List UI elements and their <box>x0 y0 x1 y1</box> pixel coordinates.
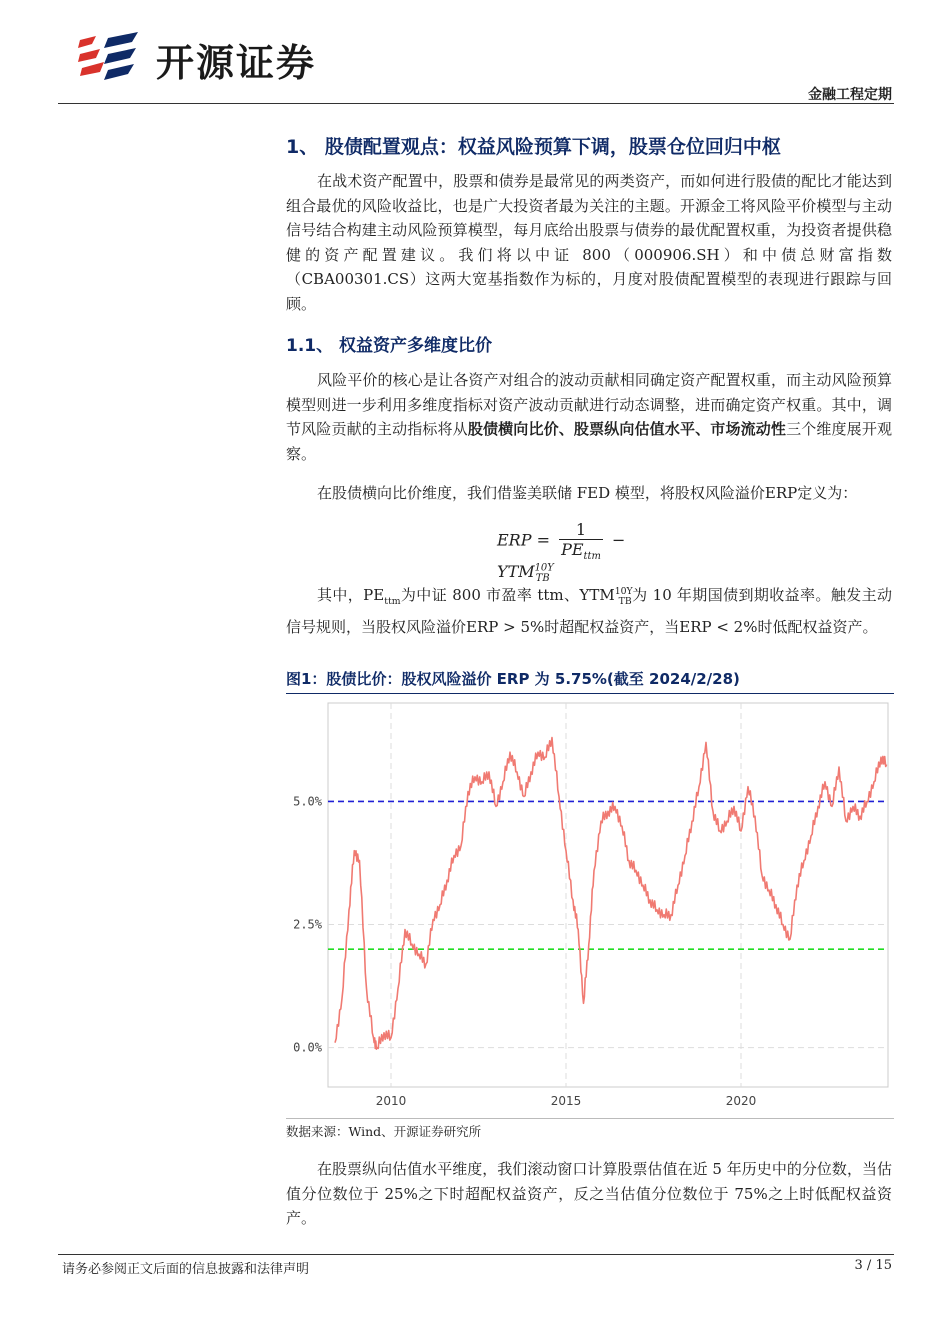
para3-b: 为中证 800 市盈率 ttm、YTM <box>400 586 615 604</box>
header-divider <box>58 103 894 104</box>
x-tick-label: 2010 <box>375 1094 407 1108</box>
section-1-paragraph: 在战术资产配置中，股票和债券是最常见的两类资产，而如何进行股债的配比才能达到组合最优的风险收益比，也是广大投资者最为关注的主题。开源金工将风险平价模型与主动信号结合构建主动风险预算模型，每月底给出股票与债券的最优配置权重，为投资者提供稳健的资产配置建议。我们将以中证 800（000906.SH）和中债总财富指数（CBA00301.CS）这两大宽基指数作为标的，月度对股债配置模型的表现进行跟踪与回顾。 <box>286 172 892 313</box>
erp-chart <box>286 697 894 1117</box>
figure-title: 图1：股债比价：股权风险溢价 ERP 为 5.75%(截至 2024/2/28) <box>286 670 740 688</box>
footer-disclaimer: 请务必参阅正文后面的信息披露和法律声明 <box>62 1262 310 1277</box>
formula-lhs: ERP = <box>497 530 550 550</box>
y-tick-label: 0.0% <box>293 1040 322 1055</box>
source-divider <box>286 1118 894 1119</box>
section-1-1-paragraph-3 <box>286 580 892 639</box>
company-name: 开源证券 <box>156 41 317 85</box>
x-tick-label: 2020 <box>725 1094 757 1108</box>
figure-title-divider <box>286 693 894 694</box>
figure-source: 数据来源：Wind、开源证券研究所 <box>286 1124 482 1139</box>
para1-text: 风险平价的核心是让各资产对组合的波动贡献相同确定资产配置权重，而主动风险预算模型则进一步利用多维度指标对资产波动贡献进行动态调整，进而确定资产权重。其中，调节风险贡献的主动指标将从 <box>286 371 892 438</box>
erp-formula <box>497 520 683 584</box>
para1-bold-text: 股债横向比价、股票纵向估值水平、市场流动性 <box>467 420 787 438</box>
section-1-1-heading: 1.1、 权益资产多维度比价 <box>286 336 493 356</box>
x-tick-label: 2015 <box>550 1094 582 1108</box>
report-type: 金融工程定期 <box>808 87 892 103</box>
formula-ytm: − YTM <box>497 530 626 582</box>
y-tick-label: 2.5% <box>293 917 322 932</box>
company-logo <box>78 28 368 84</box>
formula-ytm-sup: 10Y <box>534 562 554 574</box>
para3-sup2: 10Y <box>614 586 633 597</box>
para3-sub2: TB <box>618 596 632 607</box>
section-1-1-paragraph-2: 在股债横向比价维度，我们借鉴美联储 FED 模型，将股权风险溢价ERP定义为： <box>317 484 858 502</box>
section-1-1-paragraph-1 <box>286 368 892 466</box>
footer-divider <box>58 1254 894 1255</box>
page-number: 3 / 15 <box>854 1258 892 1273</box>
para3-c: 为 10 年期国债到期收益率。触发主动信号规则，当股权风险溢价ERP > 5%时超配权益资产，当ERP < 2%时低配权益资产。 <box>286 586 893 636</box>
logo-mark-icon <box>78 32 144 82</box>
section-1-heading: 1、 股债配置观点：权益风险预算下调，股票仓位回归中枢 <box>286 136 781 158</box>
formula-denominator <box>559 540 603 562</box>
formula-denominator-main: PE <box>561 540 584 559</box>
formula-fraction <box>559 520 603 562</box>
formula-ytm-sub: TB <box>535 573 550 585</box>
para3-a: 其中，PE <box>317 586 385 604</box>
plot-area <box>328 703 888 1087</box>
formula-denominator-sub: ttm <box>583 551 601 563</box>
para1-end-text: 三个维度展开观察。 <box>286 420 892 463</box>
valuation-paragraph: 在股票纵向估值水平维度，我们滚动窗口计算股票估值在近 5 年历史中的分位数，当估值分位数位于 25%之下时超配权益资产，反之当估值分位数位于 75%之上时低配权益资产。 <box>286 1160 892 1227</box>
formula-numerator: 1 <box>559 520 603 540</box>
para3-sub: ttm <box>384 596 401 607</box>
y-tick-label: 5.0% <box>293 794 322 809</box>
